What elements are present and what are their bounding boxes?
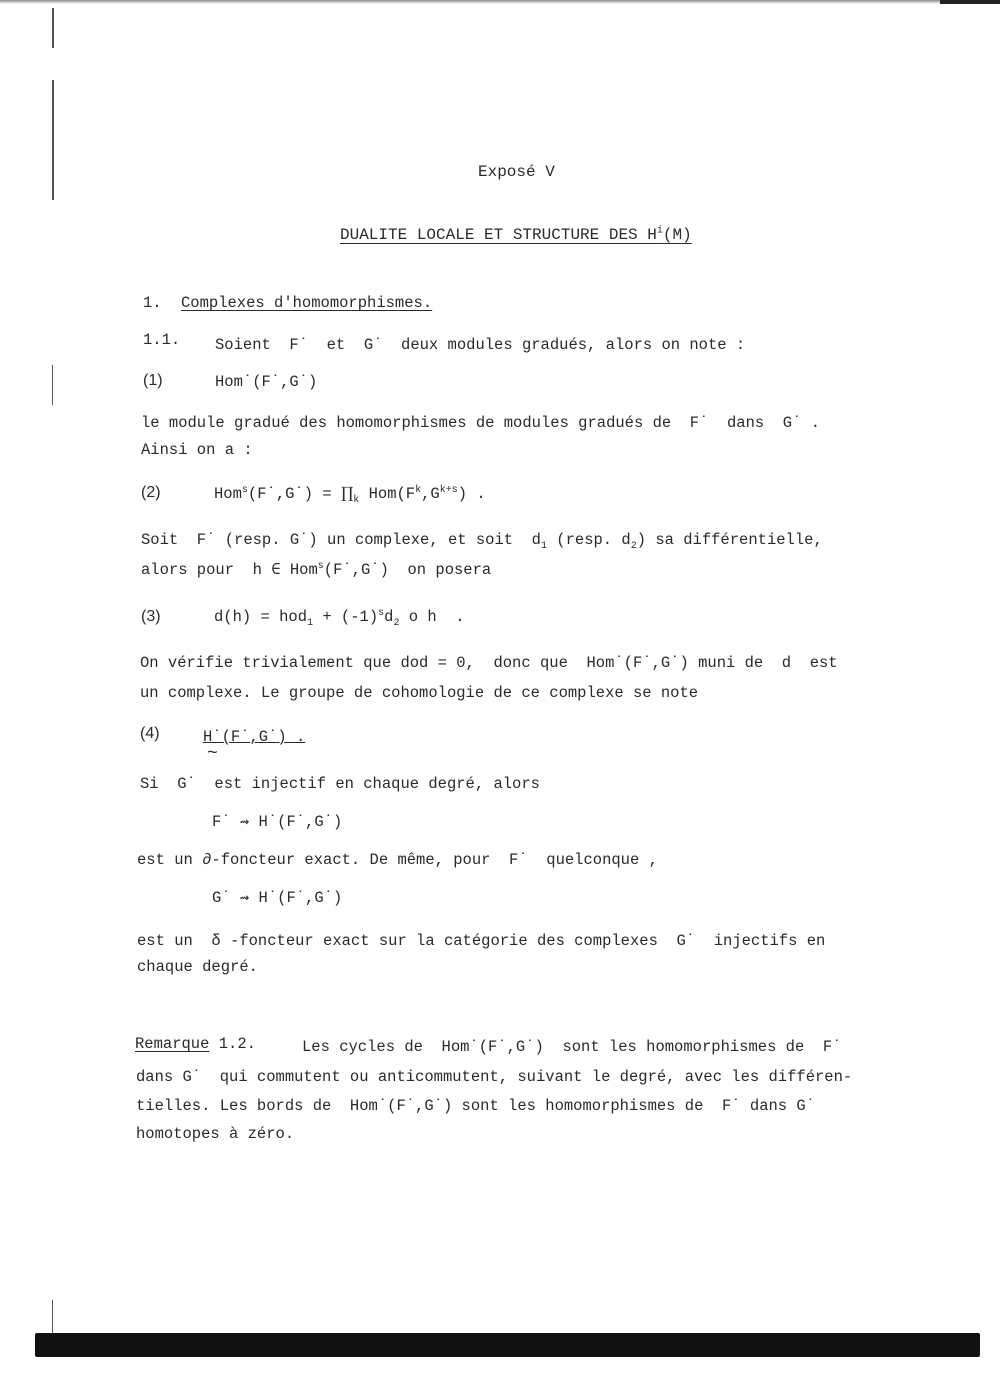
- product-symbol: ∏: [340, 484, 354, 502]
- equation-label: (2): [141, 484, 161, 501]
- map-formula: G˙ ⇝ H˙(F˙,G˙): [212, 889, 343, 907]
- text-line: [141, 531, 823, 553]
- page-top-edge-dark: [940, 0, 1000, 4]
- text-line: est un ∂-foncteur exact. De même, pour F˙ quelconque ,: [137, 851, 658, 869]
- remark-number: 1.2.: [209, 1035, 256, 1053]
- text-line: est un δ -foncteur exact sur la catégorie des complexes G˙ injectifs en: [137, 932, 826, 950]
- rhs-mid: ,G: [421, 485, 440, 503]
- margin-mark: [52, 80, 54, 200]
- rhs-sup2: k+s: [439, 484, 458, 496]
- title-sup: i: [656, 225, 663, 237]
- equation-label: (4): [140, 725, 160, 742]
- page-title: [340, 226, 692, 244]
- subscript: 1: [540, 541, 547, 553]
- hom: Hom: [214, 485, 242, 503]
- remark-line: homotopes à zéro.: [136, 1125, 295, 1143]
- paragraph-number: 1.1.: [143, 331, 181, 349]
- rhs: Hom(F: [359, 485, 416, 503]
- equation-label: (3): [141, 608, 161, 625]
- text-part: ) sa différentielle,: [636, 531, 823, 549]
- subscript: 1: [307, 618, 314, 630]
- superscript: s: [378, 607, 385, 619]
- expose-heading: Exposé V: [478, 163, 555, 181]
- text-line: On vérifie trivialement que dod = 0, donc que Hom˙(F˙,G˙) muni de d est: [140, 654, 838, 672]
- margin-mark: [52, 365, 53, 405]
- remark-label: Remarque: [135, 1035, 210, 1053]
- rhs-end: ) .: [457, 485, 486, 503]
- map-formula: F˙ ⇝ H˙(F˙,G˙): [212, 813, 343, 831]
- remark-line: Les cycles de Hom˙(F˙,G˙) sont les homomorphismes de F˙: [302, 1038, 842, 1056]
- title-end: (M): [662, 226, 692, 244]
- equation-formula: H˙(F˙,G˙) .: [203, 728, 306, 746]
- rhs-sup1: k: [415, 484, 422, 496]
- product-sub: k: [353, 495, 360, 507]
- tilde-mark: ~: [207, 744, 218, 764]
- equation-formula: [214, 484, 486, 507]
- text-line: Si G˙ est injectif en chaque degré, alors: [140, 775, 540, 793]
- scan-bottom-edge: [35, 1333, 980, 1357]
- text-line: un complexe. Le groupe de cohomologie de ce complexe se note: [140, 684, 699, 702]
- margin-mark: [52, 1300, 53, 1334]
- text-line: le module gradué des homomorphismes de modules gradués de F˙ dans G˙ .: [141, 414, 821, 432]
- text-line: [141, 561, 491, 579]
- subscript: 2: [393, 618, 400, 630]
- equation-formula: Hom˙(F˙,G˙): [215, 373, 318, 391]
- section-title: Complexes d'homomorphismes.: [181, 294, 433, 312]
- section-number: 1.: [143, 294, 162, 312]
- remark-line: tielles. Les bords de Hom˙(F˙,G˙) sont les homomorphismes de F˙ dans G˙: [136, 1097, 816, 1115]
- hom-sup: s: [241, 484, 248, 496]
- text-line: Ainsi on a :: [141, 441, 253, 459]
- equation-label: (1): [143, 372, 163, 389]
- remark-heading: [135, 1035, 256, 1053]
- text-part: alors pour h ∈ Hom: [141, 561, 318, 579]
- text-part: (resp. d: [546, 531, 631, 549]
- text-line: chaque degré.: [137, 958, 258, 976]
- text-part: (F˙,G˙) on posera: [323, 561, 492, 579]
- subscript: 2: [630, 541, 637, 553]
- eq-part: d: [384, 608, 394, 626]
- title-main: DUALITE LOCALE ET STRUCTURE DES H: [340, 226, 657, 244]
- superscript: s: [317, 560, 324, 572]
- hom-args: (F˙,G˙) =: [247, 485, 341, 503]
- eq-part: + (-1): [313, 608, 379, 626]
- text-part: Soit F˙ (resp. G˙) un complexe, et soit d: [141, 531, 541, 549]
- remark-line: dans G˙ qui commutent ou anticommutent, suivant le degré, avec les différen-: [136, 1068, 853, 1086]
- page-top-edge: [0, 0, 1000, 4]
- eq-part: o h .: [399, 608, 465, 626]
- eq-part: d(h) = hod: [214, 608, 308, 626]
- paragraph-text: Soient F˙ et G˙ deux modules gradués, alors on note :: [215, 336, 746, 354]
- equation-formula: [214, 607, 465, 630]
- margin-mark: [52, 8, 54, 48]
